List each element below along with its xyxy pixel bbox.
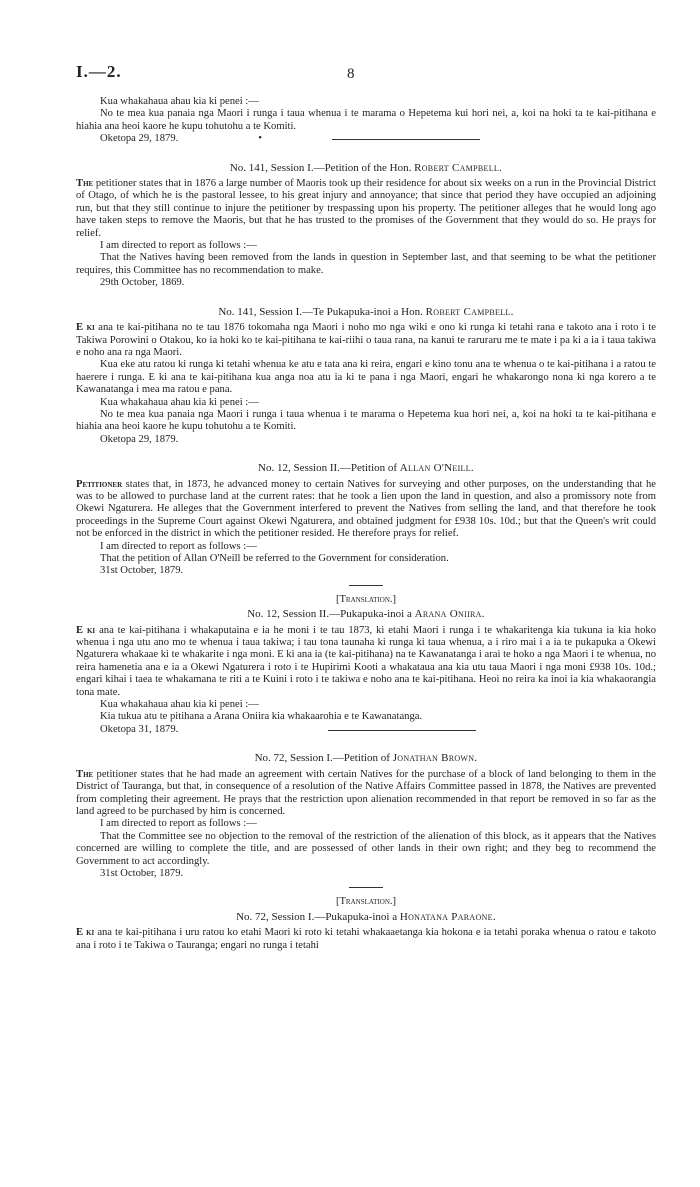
page-number: 8 xyxy=(347,66,355,82)
heading-prefix: No. 141, Session I.—Te Pukapuka-inoi a Hon. xyxy=(218,305,423,318)
section-text: ana te kai-pitihana i whakaputaina e ia he moni i te tau 1873, ki etahi Maori i runga i te whakaritenga kia tukuna ia kia hoko whenua i nga utu ano mo te whenua i taua takiwa; i tau tona taunaha ki runga ki taua whenua, a i riro mai i a ia te pukapuka a Okewi Ngaturera whakaae ki te whakarite i nga moni. E ki ana ia (te kai-pitihana) na te Kawanatanga i arai te hoko a nga Maori i te whenua, no reira hamenetia ana e ia a Okewi Ngaturera i roto i te Hupirimi Kooti a whakataua ana kia utu taua Maori i nga moni £938 10s. 10d.; engari kihai i taea te whakamana te riti a te Kuini i roto i te takiwa e noho ana te kai-pitihana. Heoi no reira ka inoi ia kia whakaorangia tona mate. xyxy=(76,624,656,698)
separator-dot: • xyxy=(258,133,262,145)
heading-name: Allan O'Neill. xyxy=(399,462,474,475)
heading-name: Robert Campbell. xyxy=(425,305,514,318)
section-report: Kia tukua atu te pitihana a Arana Oniira kia whakaarohia e te Kawanatanga. xyxy=(100,711,423,723)
heading-prefix: No. 12, Session II.—Pukapuka-inoi a xyxy=(247,608,412,621)
section-rule xyxy=(328,730,476,731)
petition-section xyxy=(76,896,656,952)
lead-word: The xyxy=(76,178,94,190)
section-report: That the petition of Allan O'Neill be referred to the Government for consideration. xyxy=(100,553,449,564)
section-directed: I am directed to report as follows :— xyxy=(100,540,257,552)
section-report: That the Committee see no objection to the removal of the restriction of the alienation of this block, as it appears that the Natives concerned are willing to complete the title, and are possessed of other lands in their own right; and they beg to recommend the Government to act accordingly. xyxy=(76,830,656,867)
section-date: 31st October, 1879. xyxy=(100,867,184,879)
section-signature-row xyxy=(76,434,656,446)
lead-word: Petitioner xyxy=(76,478,123,490)
intro-date: Oketopa 29, 1879. xyxy=(100,133,179,145)
translation-label: [Translation.] xyxy=(335,896,397,908)
intro-report: No te mea kua panaia nga Maori i runga i taua whenua i te marama o Hepetema kui hori nei, a, koi na hoki ta te kai-pitihana e hiahia ana heoi kaore he kupu tohutohu a te Komiti. xyxy=(76,108,656,132)
intro-signature-row xyxy=(76,133,656,145)
heading-name: Jonathan Brown. xyxy=(392,752,478,765)
section-directed: Kua whakahaua ahau kia ki penei :— xyxy=(100,699,259,711)
section-heading xyxy=(76,462,656,474)
section-paragraph xyxy=(76,769,656,819)
short-rule xyxy=(349,585,383,586)
lead-word: E ki xyxy=(76,322,95,334)
heading-name: Robert Campbell. xyxy=(414,161,503,174)
section-text: ana te kai-pitihana no te tau 1876 tokomaha nga Maori i noho mo nga wiki e ono ki runga ki tetahi rana e takoto ana i roto i te Takiwa Porowini o Otakou, ko ia hoki ko te kai-pitihana te kai-riihi o taua rana, na kanui te raruraru me te mate i pa ki a ia i taua takiwa e noho ana ra nga Maori. xyxy=(76,322,656,358)
section-report: That the Natives having been removed from the lands in question in September last, and that seeming to be what the petitioner requires, this Committee has no recommendation to make. xyxy=(76,252,656,276)
heading-name: Arana Oniira. xyxy=(414,608,485,621)
section-heading xyxy=(76,608,656,620)
lead-word: E ki xyxy=(76,927,95,939)
section-heading xyxy=(76,752,656,764)
section-date: 31st October, 1879. xyxy=(100,565,184,577)
section-date: 29th October, 1869. xyxy=(100,277,185,289)
lead-word: E ki xyxy=(76,624,96,636)
section-text: states that, in 1873, he advanced money to certain Natives for surveying and other purposes, on the understanding that he was to be allowed to purchase land at the current rates: that he took a lien upon the land in question, and also a promissory note from Okewi Ngaturera. He alleges that the Government interfered to prevent the Natives from selling the land, and that therefore he took proceedings in the Supreme Court against Okewi Ngaturera, and obtained judgment for £938 10s. 10d.; but that the Queen's writ could not be enforced in the district in which the petitioner resided. He therefore prays for relief. xyxy=(76,478,656,540)
section-paragraph xyxy=(76,625,656,699)
intro-directed: Kua whakahaua ahau kia ki penei :— xyxy=(100,96,259,107)
section-heading xyxy=(76,911,656,923)
petition-section xyxy=(76,462,656,586)
section-directed: Kua whakahaua ahau kia ki penei :— xyxy=(100,396,259,408)
heading-name: Honatana Paraone. xyxy=(399,910,496,923)
section-report: No te mea kua panaia nga Maori i runga i taua whenua i te marama o Hepetema kua hori nei, a, koi na hoki ta te kai-pitihana e hiahia ana heoi kaore he kupu tohutohu a te Komiti. xyxy=(76,408,656,433)
document-body xyxy=(76,96,656,952)
petition-section xyxy=(76,162,656,290)
section-heading xyxy=(76,306,656,318)
petition-section xyxy=(76,752,656,888)
heading-prefix: No. 12, Session II.—Petition of xyxy=(258,462,398,475)
section-date: Oketopa 29, 1879. xyxy=(100,433,179,445)
section-directed: I am directed to report as follows :— xyxy=(100,240,257,252)
lead-word: The xyxy=(76,768,94,780)
short-rule xyxy=(349,887,383,888)
section-paragraph xyxy=(76,927,656,952)
heading-prefix: No. 72, Session I.—Pukapuka-inoi a xyxy=(236,910,398,923)
section-paragraph xyxy=(76,178,656,240)
section-heading xyxy=(76,162,656,174)
section-signature-row xyxy=(76,724,656,736)
heading-prefix: No. 141, Session I.—Petition of the Hon. xyxy=(229,161,412,174)
section-paragraph xyxy=(76,479,656,541)
section-paragraph-2: Kua eke atu ratou ki runga ki tetahi whenua ke atu e tata ana ki reira, engari e kino tonu ana te whenua o te kai-pitihana i a ratou te haerere i runga. E ki ana te kai-pitihana kua anga noa atu ia ki te pana i nga Maori, engari he whakarongo nona ki nga korero a te Kawanatanga i mea ma ratou e pana. xyxy=(76,359,656,396)
translation-label: [Translation.] xyxy=(335,593,397,605)
section-text: petitioner states that in 1876 a large number of Maoris took up their residence for about six weeks on a run in the Provincial District of Otago, of which he is the pastoral lessee, to his great injury and annoyance; that since that period they have occupied an adjoining run, but that they still continue to injure the petitioner by trespassing upon his property. The petitioner alleges that he would long ago have taken steps to remove the Maoris, but that he has trusted to the promises of the Government that they would do so. He prays for relief. xyxy=(76,178,656,239)
section-text: petitioner states that he had made an agreement with certain Natives for the purchase of a block of land belonging to them in the District of Tauranga, but that, in consequence of a resolution of the Native Affairs Committee passed in 1878, the Natives are prevented from completing their agreement. He prays that the restriction upon alienation recommended in that report be removed in so far as the land agreed to be purchased by him is concerned. xyxy=(76,768,656,817)
heading-prefix: No. 72, Session I.—Petition of xyxy=(254,752,390,765)
section-rule xyxy=(332,139,480,140)
section-directed: I am directed to report as follows :— xyxy=(100,818,257,830)
page-header-reference: I.—2. xyxy=(76,62,122,81)
petition-section xyxy=(76,306,656,446)
section-date: Oketopa 31, 1879. xyxy=(100,723,179,735)
section-paragraph xyxy=(76,322,656,359)
petition-section xyxy=(76,594,656,736)
section-text: ana te kai-pitihana i uru ratou ko etahi Maori ki roto ki tetahi whakaaetanga kia hokona e ia tetahi poraka whenua o ratou e takoto ana i roto i te Takiwa o Tauranga; engari no runga i tetahi xyxy=(76,927,656,951)
